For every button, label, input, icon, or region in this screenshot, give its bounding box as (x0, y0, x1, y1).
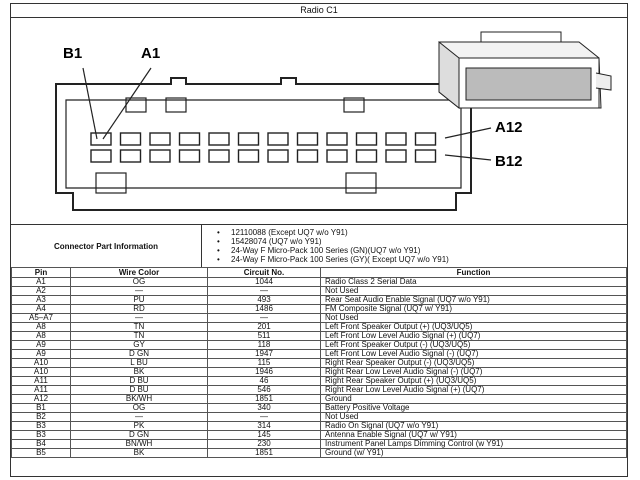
circuit-no-cell: — (208, 413, 321, 422)
pin-cavity (298, 150, 318, 162)
wire-color-cell: D BU (71, 386, 208, 395)
function-cell: Right Rear Low Level Audio Signal (-) (UQ7) (321, 368, 627, 377)
pin-cavity (150, 133, 170, 145)
table-row (12, 287, 627, 296)
circuit-no-cell: 511 (208, 332, 321, 341)
pin-cell: A10 (12, 368, 71, 377)
wire-color-cell: RD (71, 305, 208, 314)
pin-cell: A4 (12, 305, 71, 314)
function-cell: Not Used (321, 287, 627, 296)
pin-cell: B3 (12, 422, 71, 431)
circuit-no-cell: 314 (208, 422, 321, 431)
circuit-no-cell: 201 (208, 323, 321, 332)
connector-perspective-image (439, 32, 611, 108)
pin-cell: A11 (12, 386, 71, 395)
function-cell: Ground (w/ Y91) (321, 449, 627, 458)
connector-title: Radio C1 (11, 4, 627, 18)
table-row (12, 296, 627, 305)
connector-info-list (211, 228, 449, 264)
function-cell: Not Used (321, 314, 627, 323)
pin-cell: A3 (12, 296, 71, 305)
pin-cell: A2 (12, 287, 71, 296)
circuit-no-cell: 230 (208, 440, 321, 449)
table-row (12, 404, 627, 413)
circuit-no-cell: 118 (208, 341, 321, 350)
table-row (12, 278, 627, 287)
circuit-no-cell: 1044 (208, 278, 321, 287)
wire-color-cell: BN/WH (71, 440, 208, 449)
b1-leader-line (83, 68, 97, 139)
pin-cell: A8 (12, 332, 71, 341)
pin-cavity (150, 150, 170, 162)
circuit-no-cell: 1486 (208, 305, 321, 314)
table-row (12, 449, 627, 458)
pin-cavity (327, 150, 347, 162)
pin-cavity (91, 133, 111, 145)
b12-leader-line (445, 155, 491, 160)
wire-color-cell: — (71, 413, 208, 422)
pin-cavity (239, 133, 259, 145)
pin-cavity (386, 133, 406, 145)
label-a1: A1 (141, 45, 161, 62)
wire-color-cell: BK (71, 449, 208, 458)
pinout-body (12, 278, 627, 458)
table-row (12, 422, 627, 431)
wire-color-cell: L BU (71, 359, 208, 368)
a12-leader-line (445, 128, 491, 138)
table-row (12, 332, 627, 341)
pin-cell: A11 (12, 377, 71, 386)
pin-cavity (268, 133, 288, 145)
function-cell: Not Used (321, 413, 627, 422)
pin-cell: A9 (12, 350, 71, 359)
function-cell: Battery Positive Voltage (321, 404, 627, 413)
pin-cavity (121, 133, 141, 145)
a1-leader-line (103, 68, 151, 139)
function-cell: Rear Seat Audio Enable Signal (UQ7 w/o Y91) (321, 296, 627, 305)
pin-cavity (180, 150, 200, 162)
wire-color-cell: PU (71, 296, 208, 305)
circuit-no-cell: 1947 (208, 350, 321, 359)
wire-color-cell: BK/WH (71, 395, 208, 404)
connector-info-item: • 24-Way F Micro-Pack 100 Series (GN)(UQ7 w/o Y91) (211, 246, 449, 255)
connector-face-drawing (11, 18, 627, 224)
wire-color-cell: D GN (71, 431, 208, 440)
function-cell: Radio On Signal (UQ7 w/o Y91) (321, 422, 627, 431)
wire-color-cell: TN (71, 323, 208, 332)
connector-diagram (11, 18, 627, 225)
pin-cavity (327, 133, 347, 145)
header-pin: Pin (12, 268, 71, 278)
pin-cavity (416, 150, 436, 162)
wire-color-cell: GY (71, 341, 208, 350)
function-cell: Right Rear Low Level Audio Signal (+) (UQ7) (321, 386, 627, 395)
label-b1: B1 (63, 45, 83, 62)
circuit-no-cell: 493 (208, 296, 321, 305)
pin-cavity (268, 150, 288, 162)
table-row (12, 377, 627, 386)
pin-cell: B4 (12, 440, 71, 449)
circuit-no-cell: 1851 (208, 449, 321, 458)
pinout-table (11, 267, 627, 458)
label-a12: A12 (495, 119, 523, 136)
function-cell: Ground (321, 395, 627, 404)
wire-color-cell: OG (71, 404, 208, 413)
pin-cavity (416, 133, 436, 145)
pin-cavity (209, 150, 229, 162)
pin-cavity (298, 133, 318, 145)
circuit-no-cell: 546 (208, 386, 321, 395)
pin-cavity (239, 150, 259, 162)
pin-cell: A9 (12, 341, 71, 350)
table-row (12, 395, 627, 404)
pin-cell: A5–A7 (12, 314, 71, 323)
wire-color-cell: OG (71, 278, 208, 287)
pin-cell: B5 (12, 449, 71, 458)
connector-part-info (11, 225, 627, 268)
pin-cell: A1 (12, 278, 71, 287)
connector-info-item: • 12110088 (Except UQ7 w/o Y91) (211, 228, 449, 237)
function-cell: Left Front Low Level Audio Signal (+) (UQ7) (321, 332, 627, 341)
wire-color-cell: — (71, 287, 208, 296)
pin-cell: B3 (12, 431, 71, 440)
table-row (12, 350, 627, 359)
pin-cavity (357, 133, 377, 145)
circuit-no-cell: 1946 (208, 368, 321, 377)
pin-cell: B2 (12, 413, 71, 422)
wire-color-cell: TN (71, 332, 208, 341)
function-cell: Right Rear Speaker Output (-) (UQ3/UQ5) (321, 359, 627, 368)
table-row (12, 368, 627, 377)
function-cell: Left Front Low Level Audio Signal (-) (UQ7) (321, 350, 627, 359)
circuit-no-cell: — (208, 314, 321, 323)
table-row (12, 305, 627, 314)
circuit-no-cell: 1851 (208, 395, 321, 404)
wire-color-cell: BK (71, 368, 208, 377)
table-row (12, 386, 627, 395)
wire-color-cell: D GN (71, 350, 208, 359)
pin-cell: A8 (12, 323, 71, 332)
function-cell: Radio Class 2 Serial Data (321, 278, 627, 287)
function-cell: Right Rear Speaker Output (+) (UQ3/UQ5) (321, 377, 627, 386)
pin-cell: A12 (12, 395, 71, 404)
table-row (12, 431, 627, 440)
header-circuit-no: Circuit No. (208, 268, 321, 278)
connector-sheet (10, 3, 628, 477)
connector-info-item: • 15428074 (UQ7 w/o Y91) (211, 237, 449, 246)
pinout-header-row (12, 268, 627, 278)
pin-cell: A10 (12, 359, 71, 368)
table-row (12, 359, 627, 368)
wire-color-cell: D BU (71, 377, 208, 386)
header-wire-color: Wire Color (71, 268, 208, 278)
wire-color-cell: PK (71, 422, 208, 431)
function-cell: Left Front Speaker Output (-) (UQ3/UQ5) (321, 341, 627, 350)
table-row (12, 314, 627, 323)
pin-cavity (91, 150, 111, 162)
function-cell: Antenna Enable Signal (UQ7 w/ Y91) (321, 431, 627, 440)
connector-info-label: Connector Part Information (11, 225, 202, 267)
pin-cavity (121, 150, 141, 162)
label-b12: B12 (495, 153, 523, 170)
pin-cavity (386, 150, 406, 162)
pin-cavities (91, 133, 436, 162)
circuit-no-cell: 340 (208, 404, 321, 413)
circuit-no-cell: 115 (208, 359, 321, 368)
circuit-no-cell: 145 (208, 431, 321, 440)
table-row (12, 413, 627, 422)
table-row (12, 323, 627, 332)
pin-cavity (357, 150, 377, 162)
connector-info-item: • 24-Way F Micro-Pack 100 Series (GY)( Except UQ7 w/o Y91) (211, 255, 449, 264)
function-cell: FM Composite Signal (UQ7 w/ Y91) (321, 305, 627, 314)
wire-color-cell: — (71, 314, 208, 323)
pin-cavity (209, 133, 229, 145)
pin-cavity (180, 133, 200, 145)
table-row (12, 440, 627, 449)
pin-cell: B1 (12, 404, 71, 413)
header-function: Function (321, 268, 627, 278)
circuit-no-cell: — (208, 287, 321, 296)
circuit-no-cell: 46 (208, 377, 321, 386)
function-cell: Instrument Panel Lamps Dimming Control (w Y91) (321, 440, 627, 449)
table-row (12, 341, 627, 350)
function-cell: Left Front Speaker Output (+) (UQ3/UQ5) (321, 323, 627, 332)
